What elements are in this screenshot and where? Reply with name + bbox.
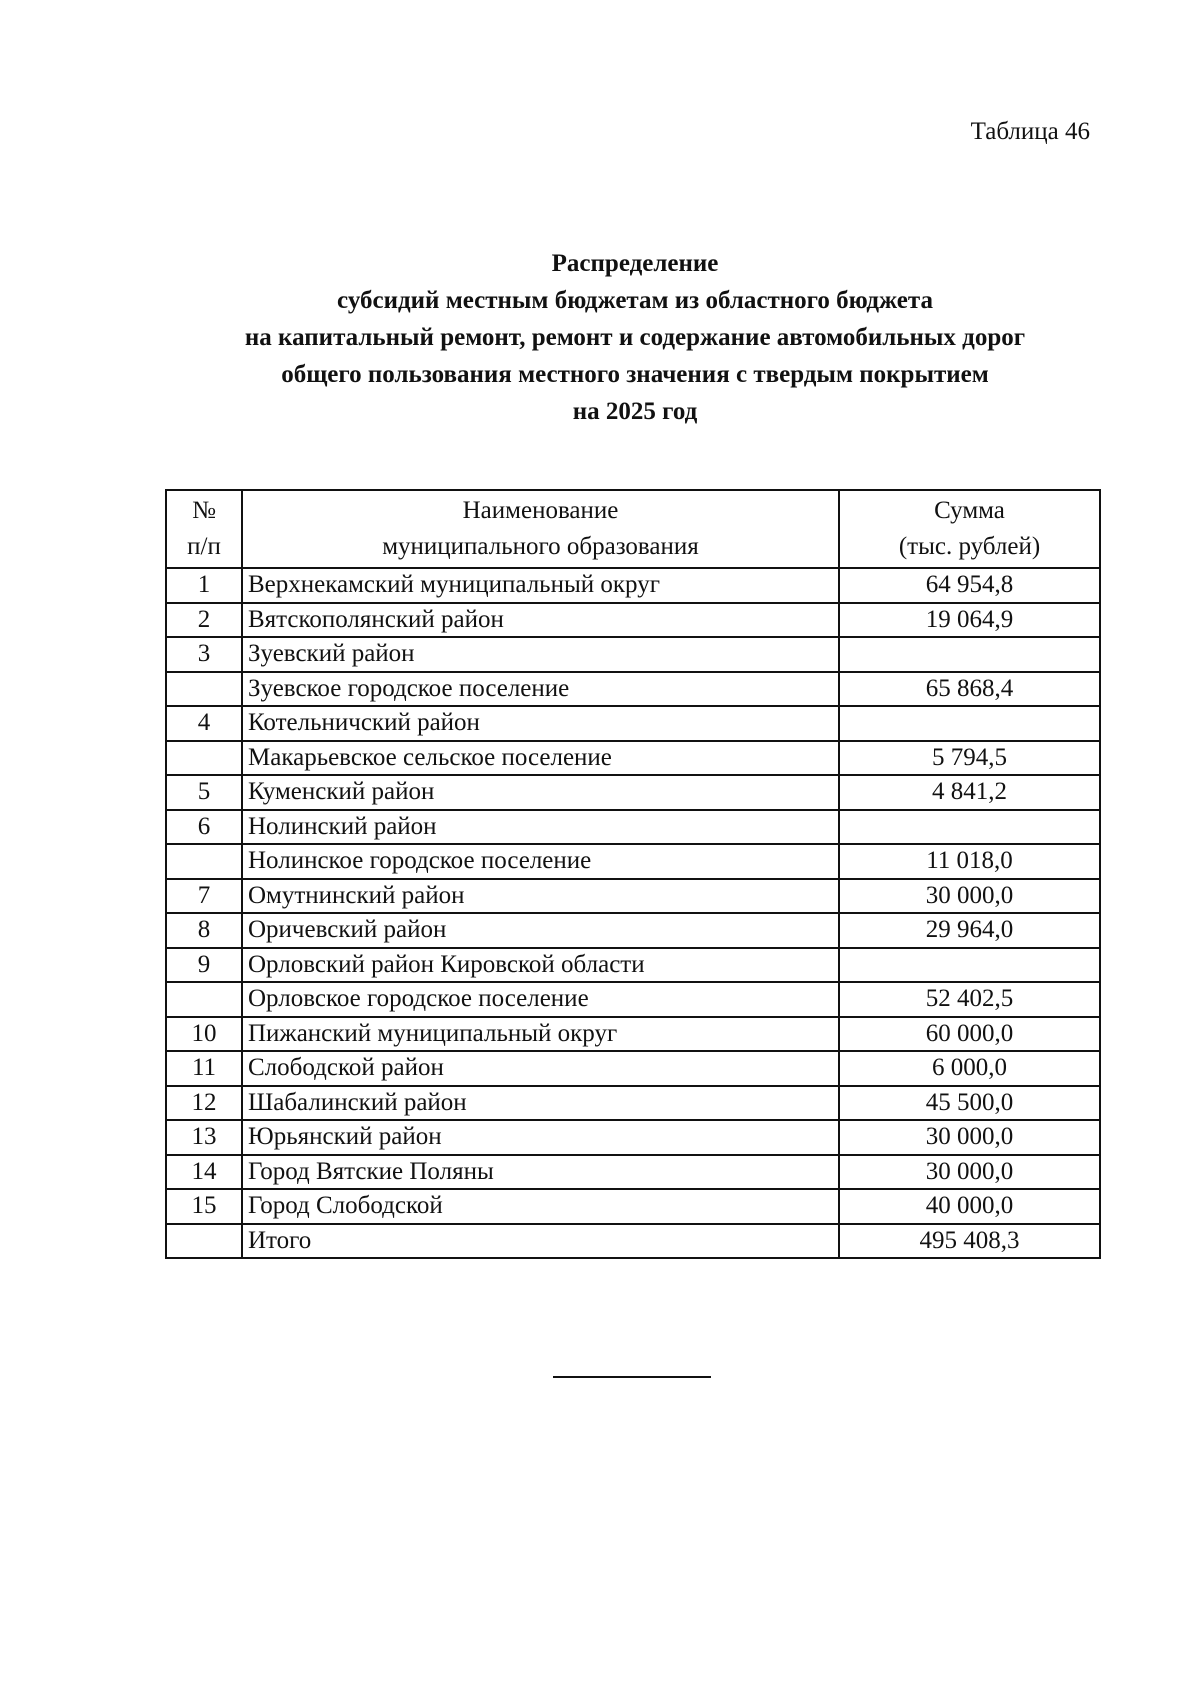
row-name: Нолинский район: [242, 810, 839, 845]
row-sum: 64 954,8: [839, 568, 1100, 603]
table-header-row: [166, 490, 1100, 568]
row-name: Зуевское городское поселение: [242, 672, 839, 707]
table-row: [166, 603, 1100, 638]
row-sum: 495 408,3: [839, 1224, 1100, 1259]
row-number: 13: [166, 1120, 242, 1155]
row-name: Котельничский район: [242, 706, 839, 741]
subsidy-table: [165, 489, 1101, 1259]
table-row: [166, 1224, 1100, 1259]
row-name: Верхнекамский муниципальный округ: [242, 568, 839, 603]
row-name: Макарьевское сельское поселение: [242, 741, 839, 776]
row-sum: 6 000,0: [839, 1051, 1100, 1086]
row-name: Орловское городское поселение: [242, 982, 839, 1017]
table-row: [166, 879, 1100, 914]
row-sum: 52 402,5: [839, 982, 1100, 1017]
row-sum: 11 018,0: [839, 844, 1100, 879]
title-line: субсидий местным бюджетам из областного бюджета: [337, 287, 933, 314]
row-name: Шабалинский район: [242, 1086, 839, 1121]
row-sum: 65 868,4: [839, 672, 1100, 707]
row-number: 9: [166, 948, 242, 983]
table-row: [166, 913, 1100, 948]
header-sum: [839, 490, 1100, 568]
row-number: 3: [166, 637, 242, 672]
row-number: [166, 982, 242, 1017]
table-number-label: Таблица 46: [970, 118, 1090, 145]
row-number: 10: [166, 1017, 242, 1052]
header-name: [242, 490, 839, 568]
row-number: 7: [166, 879, 242, 914]
row-sum: 5 794,5: [839, 741, 1100, 776]
row-name: Зуевский район: [242, 637, 839, 672]
row-name: Пижанский муниципальный округ: [242, 1017, 839, 1052]
row-sum: 40 000,0: [839, 1189, 1100, 1224]
title-line: на капитальный ремонт, ремонт и содержание автомобильных дорог: [244, 324, 1026, 351]
header-name-line1: Наименование: [462, 497, 619, 524]
table-row: [166, 1155, 1100, 1190]
table-row: [166, 810, 1100, 845]
table-row: [166, 1051, 1100, 1086]
header-name-line2: муниципального образования: [382, 533, 699, 560]
table-row: [166, 706, 1100, 741]
row-name: Город Слободской: [242, 1189, 839, 1224]
row-number: 8: [166, 913, 242, 948]
row-number: [166, 741, 242, 776]
row-sum: 30 000,0: [839, 879, 1100, 914]
row-number: 14: [166, 1155, 242, 1190]
table-row: [166, 844, 1100, 879]
row-name: Город Вятские Поляны: [242, 1155, 839, 1190]
table-row: [166, 948, 1100, 983]
row-number: [166, 844, 242, 879]
row-number: 6: [166, 810, 242, 845]
table-row: [166, 637, 1100, 672]
table-row: [166, 1017, 1100, 1052]
row-sum: 45 500,0: [839, 1086, 1100, 1121]
row-name: Омутнинский район: [242, 879, 839, 914]
end-divider: [553, 1376, 711, 1378]
title-line: общего пользования местного значения с твердым покрытием: [281, 361, 989, 388]
table-row: [166, 741, 1100, 776]
row-name: Слободской район: [242, 1051, 839, 1086]
row-sum: 29 964,0: [839, 913, 1100, 948]
row-number: 2: [166, 603, 242, 638]
row-name: Юрьянский район: [242, 1120, 839, 1155]
row-name: Оричевский район: [242, 913, 839, 948]
row-sum: 30 000,0: [839, 1155, 1100, 1190]
row-number: [166, 672, 242, 707]
header-number: [166, 490, 242, 568]
table-row: [166, 1120, 1100, 1155]
row-sum: 30 000,0: [839, 1120, 1100, 1155]
row-number: 11: [166, 1051, 242, 1086]
row-sum: 19 064,9: [839, 603, 1100, 638]
title-line: на 2025 год: [572, 398, 698, 425]
title-line: Распределение: [551, 250, 719, 277]
row-number: 1: [166, 568, 242, 603]
table-row: [166, 982, 1100, 1017]
table-row: [166, 1189, 1100, 1224]
header-sum-line2: (тыс. рублей): [898, 533, 1041, 560]
row-name: Вятскополянский район: [242, 603, 839, 638]
table-row: [166, 672, 1100, 707]
row-sum: [839, 948, 1100, 983]
row-name: Нолинское городское поселение: [242, 844, 839, 879]
table-row: [166, 775, 1100, 810]
row-sum: [839, 810, 1100, 845]
row-name: Куменский район: [242, 775, 839, 810]
row-sum: 4 841,2: [839, 775, 1100, 810]
row-number: 15: [166, 1189, 242, 1224]
row-name: Итого: [242, 1224, 839, 1259]
header-number-line1: №: [192, 497, 216, 524]
document-title: [0, 245, 1200, 430]
header-number-line2: п/п: [187, 533, 221, 560]
header-sum-line1: Сумма: [934, 497, 1005, 524]
row-sum: [839, 706, 1100, 741]
row-sum: [839, 637, 1100, 672]
row-number: [166, 1224, 242, 1259]
table-row: [166, 1086, 1100, 1121]
row-name: Орловский район Кировской области: [242, 948, 839, 983]
row-number: 12: [166, 1086, 242, 1121]
row-number: 4: [166, 706, 242, 741]
row-number: 5: [166, 775, 242, 810]
row-sum: 60 000,0: [839, 1017, 1100, 1052]
table-row: [166, 568, 1100, 603]
